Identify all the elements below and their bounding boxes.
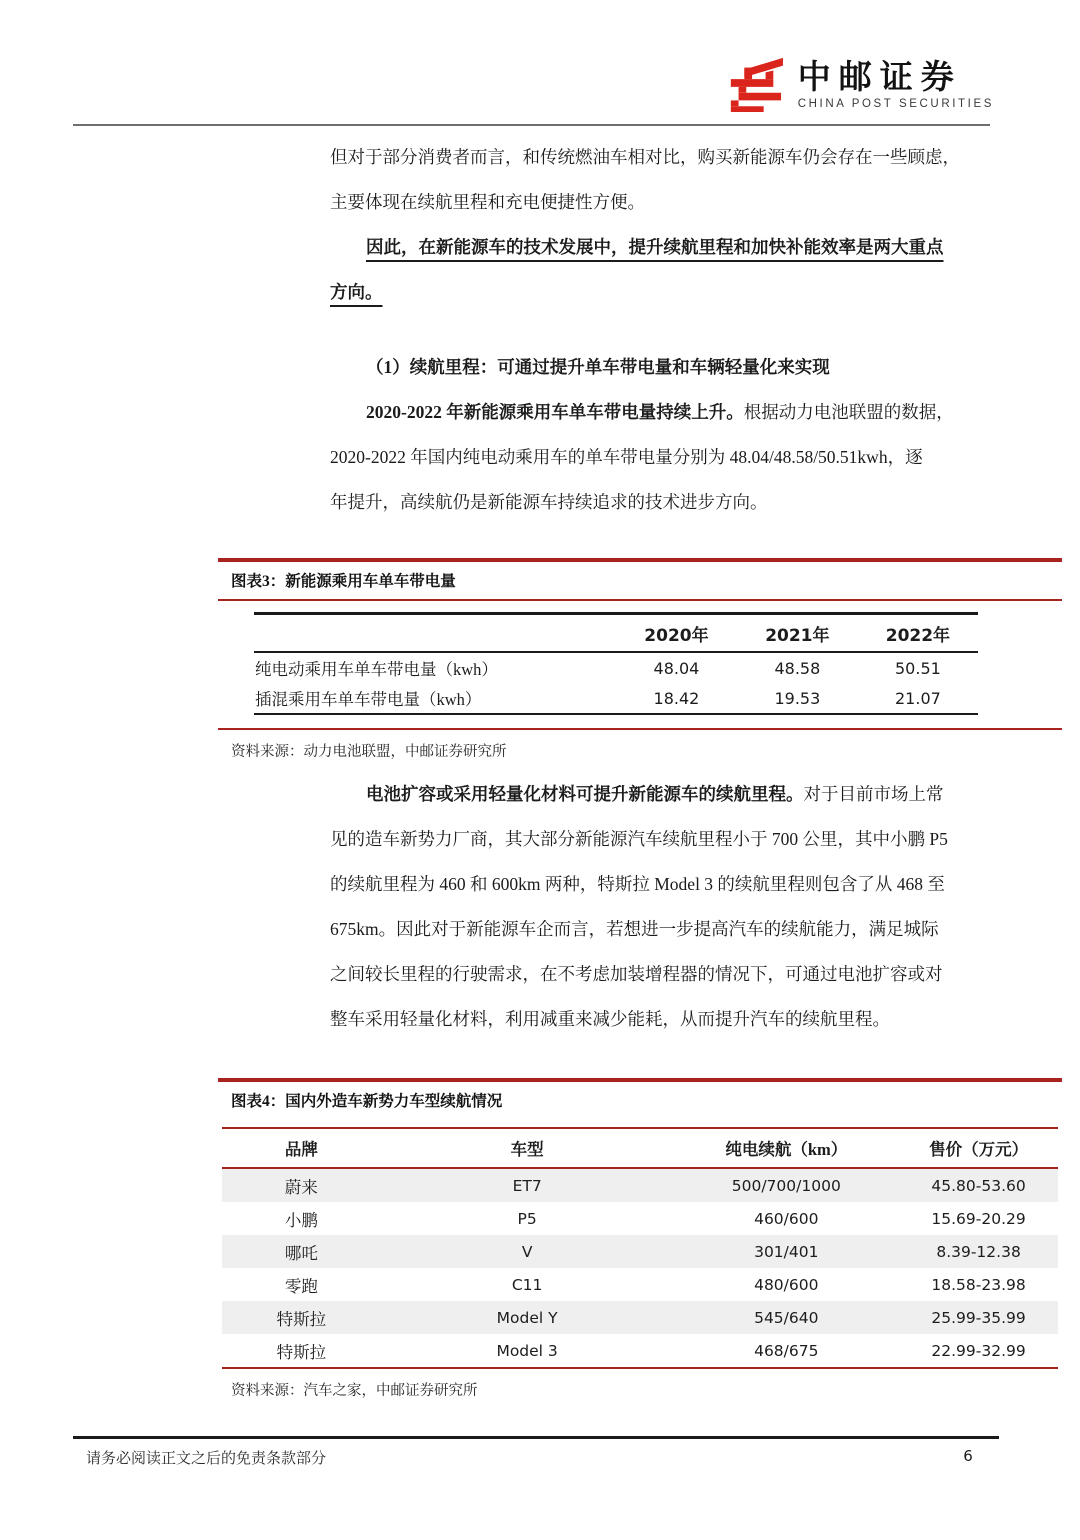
column-header: 2022年 (858, 614, 978, 653)
paragraph-text: 对于目前市场上常 (803, 784, 944, 804)
paragraph-line: 2020-2022 年国内纯电动乘用车的单车带电量分别为 48.04/48.58/50.51kwh，逐 (330, 447, 923, 467)
emphasized-line: 因此，在新能源车的技术发展中，提升续航里程和加快补能效率是两大重点 (366, 237, 944, 257)
footer-divider (73, 1436, 999, 1439)
cell: 22.99-32.99 (931, 1341, 1026, 1360)
cell: 50.51 (895, 658, 941, 678)
cell: 48.04 (653, 658, 700, 678)
column-header: 车型 (381, 1128, 674, 1168)
cell: Model Y (496, 1308, 558, 1327)
paragraph-line: 整车采用轻量化材料，利用减重来减少能耗，从而提升汽车的续航里程。 (330, 1009, 890, 1029)
cell: 48.58 (774, 658, 821, 678)
table-header-row (222, 1128, 1058, 1168)
cell: C11 (511, 1275, 543, 1294)
table-header-row (254, 614, 978, 653)
emphasized-line: 方向。 (330, 282, 383, 302)
figure3-source: 资料来源：动力电池联盟，中邮证券研究所 (231, 744, 507, 760)
column-header: 品牌 (222, 1128, 381, 1168)
brand-name-cn: 中邮证券 (797, 57, 962, 95)
cell: 460/600 (754, 1209, 819, 1228)
paragraph-line: 的续航里程为 460 和 600km 两种，特斯拉 Model 3 的续航里程则包含了从 468 至 (330, 874, 945, 894)
brand-header (723, 56, 994, 112)
brand-text (798, 59, 994, 110)
cell: 哪吒 (284, 1243, 318, 1263)
header-divider (73, 124, 990, 126)
table-row (222, 1301, 1058, 1334)
column-header: 2020年 (616, 614, 737, 653)
china-post-logo-icon (723, 56, 785, 112)
figure4-source: 资料来源：汽车之家，中邮证券研究所 (231, 1383, 478, 1399)
cell: 18.58-23.98 (931, 1275, 1026, 1294)
column-header: 2021年 (737, 614, 858, 653)
paragraph-4 (330, 772, 1020, 1042)
row-label: 插混乘用车单车带电量（kwh） (255, 690, 482, 709)
paragraph-2-emphasis (330, 225, 1020, 315)
cell: ET7 (512, 1176, 542, 1195)
table-row (222, 1268, 1058, 1301)
column-header: 售价（万元） (899, 1128, 1058, 1168)
footer-disclaimer: 请务必阅读正文之后的免责条款部分 (86, 1451, 327, 1467)
table-row (222, 1235, 1058, 1268)
column-header: 纯电续航（km） (673, 1128, 899, 1168)
cell: 特斯拉 (276, 1309, 327, 1329)
cell: 468/675 (754, 1341, 819, 1360)
figure3-title: 图表3：新能源乘用车单车带电量 (218, 558, 1062, 601)
cell: 蔚来 (284, 1177, 318, 1197)
table-row (222, 1168, 1058, 1202)
paragraph-lead-bold: 2020-2022 年新能源乘用车单车带电量持续上升。 (366, 402, 744, 422)
figure3-table (254, 612, 978, 715)
cell: 特斯拉 (276, 1342, 327, 1362)
row-label: 纯电动乘用车单车带电量（kwh） (255, 660, 498, 679)
paragraph-text: 根据动力电池联盟的数据， (743, 402, 954, 422)
paragraph-line: 见的造车新势力厂商，其大部分新能源汽车续航里程小于 700 公里，其中小鹏 P5 (330, 829, 948, 849)
cell: 45.80-53.60 (931, 1176, 1026, 1195)
paragraph-line: 之间较长里程的行驶需求，在不考虑加装增程器的情况下，可通过电池扩容或对 (330, 964, 943, 984)
paragraph-line: 675km。因此对于新能源车企而言，若想进一步提高汽车的续航能力，满足城际 (330, 919, 939, 939)
figure-4 (218, 1078, 1062, 1400)
cell: 15.69-20.29 (931, 1209, 1026, 1228)
figure4-title: 图表4：国内外造车新势力车型续航情况 (218, 1078, 1062, 1119)
figure4-table (222, 1127, 1058, 1369)
page-number: 6 (963, 1447, 973, 1465)
figure3-table-wrap (254, 612, 978, 715)
section-1-heading-block (330, 345, 1020, 390)
table-row (222, 1334, 1058, 1368)
cell: P5 (517, 1209, 537, 1228)
figure-3 (218, 558, 1062, 761)
paragraph-lead-bold: 电池扩容或采用轻量化材料可提升新能源车的续航里程。 (366, 784, 804, 804)
cell: Model 3 (496, 1341, 558, 1360)
cell: 500/700/1000 (731, 1176, 841, 1195)
table-row (222, 1202, 1058, 1235)
brand-name-en: CHINA POST SECURITIES (797, 97, 994, 110)
table-row (254, 683, 978, 714)
cell: 零跑 (284, 1276, 318, 1296)
section-heading: （1）续航里程：可通过提升单车带电量和车辆轻量化来实现 (366, 357, 830, 377)
cell: 301/401 (754, 1242, 819, 1261)
paragraph-3 (330, 390, 1020, 525)
column-header-empty (254, 614, 616, 653)
cell: 小鹏 (284, 1210, 318, 1230)
paragraph-line (330, 390, 1020, 435)
cell: 545/640 (754, 1308, 819, 1327)
cell: 18.42 (653, 688, 700, 708)
cell: 19.53 (774, 688, 821, 708)
paragraph-line: 主要体现在续航里程和充电便捷性方便。 (330, 192, 645, 212)
table-row (254, 652, 978, 683)
cell: V (521, 1242, 533, 1261)
cell: 25.99-35.99 (931, 1308, 1026, 1327)
paragraph-line: 但对于部分消费者而言，和传统燃油车相对比，购买新能源车仍会存在一些顾虑， (330, 147, 960, 167)
paragraph-line (330, 772, 1020, 817)
cell: 480/600 (754, 1275, 819, 1294)
paragraph-line: 年提升，高续航仍是新能源车持续追求的技术进步方向。 (330, 492, 768, 512)
cell: 21.07 (895, 688, 941, 708)
cell: 8.39-12.38 (936, 1242, 1021, 1261)
paragraph-1 (330, 135, 1020, 225)
